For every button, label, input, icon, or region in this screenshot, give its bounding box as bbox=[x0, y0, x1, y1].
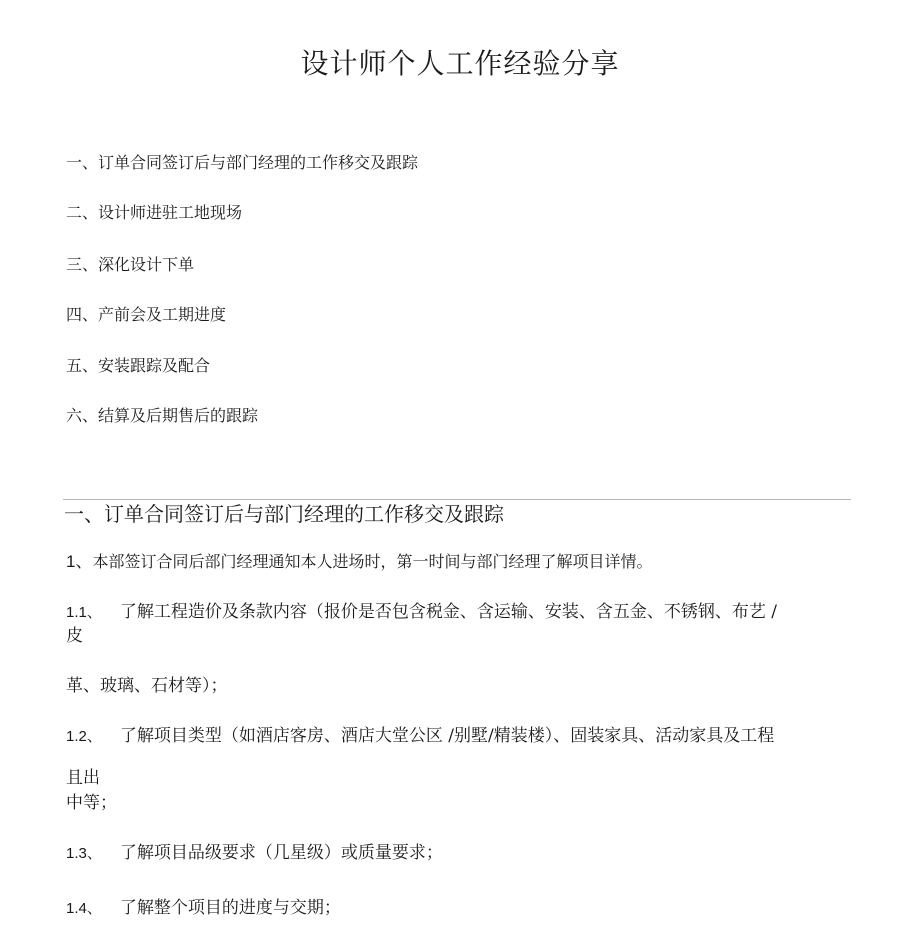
item-1-2-line-2: 且出 bbox=[66, 768, 100, 788]
toc-item-3: 三、深化设计下单 bbox=[66, 255, 195, 274]
paragraph-1 bbox=[66, 550, 652, 574]
item-1-1-line-2: 皮 bbox=[66, 626, 83, 646]
toc-item-2: 二、设计师进驻工地现场 bbox=[66, 203, 243, 222]
toc-item-4: 四、产前会及工期进度 bbox=[66, 305, 227, 324]
toc-item-6: 六、结算及后期售后的跟踪 bbox=[66, 406, 259, 425]
item-1-1-line-3: 革、玻璃、石材等）； bbox=[66, 676, 228, 696]
item-text: 了解项目类型（如酒店客房、酒店大堂公区 /别墅/精装楼）、固装家具、活动家具及工程 bbox=[119, 726, 775, 746]
item-number: 1.4、 bbox=[66, 900, 102, 917]
toc-item-1: 一、订单合同签订后与部门经理的工作移交及跟踪 bbox=[66, 153, 419, 172]
item-1-2-line-1 bbox=[66, 724, 774, 749]
item-number: 1.3、 bbox=[66, 845, 102, 862]
toc-item-5: 五、安装跟踪及配合 bbox=[66, 356, 211, 375]
item-number: 1.2、 bbox=[66, 728, 102, 745]
paragraph-number: 1、 bbox=[66, 552, 93, 571]
item-1-2-line-3: 中等； bbox=[66, 793, 117, 813]
item-1-1-line-1 bbox=[66, 600, 777, 625]
item-text: 了解工程造价及条款内容（报价是否包含税金、含运输、安装、含五金、不锈钢、布艺 / bbox=[119, 602, 777, 622]
item-text: 了解整个项目的进度与交期； bbox=[119, 898, 341, 918]
item-1-4 bbox=[66, 896, 341, 921]
page-title: 设计师个人工作经验分享 bbox=[300, 47, 620, 80]
paragraph-text: 本部签订合同后部门经理通知本人进场时，第一时间与部门经理了解项目详情。 bbox=[92, 552, 653, 571]
item-1-3 bbox=[66, 841, 443, 866]
item-number: 1.1、 bbox=[66, 604, 102, 621]
item-text: 了解项目品级要求（几星级）或质量要求； bbox=[119, 843, 443, 863]
section-heading: 一、订单合同签订后与部门经理的工作移交及跟踪 bbox=[64, 502, 504, 526]
